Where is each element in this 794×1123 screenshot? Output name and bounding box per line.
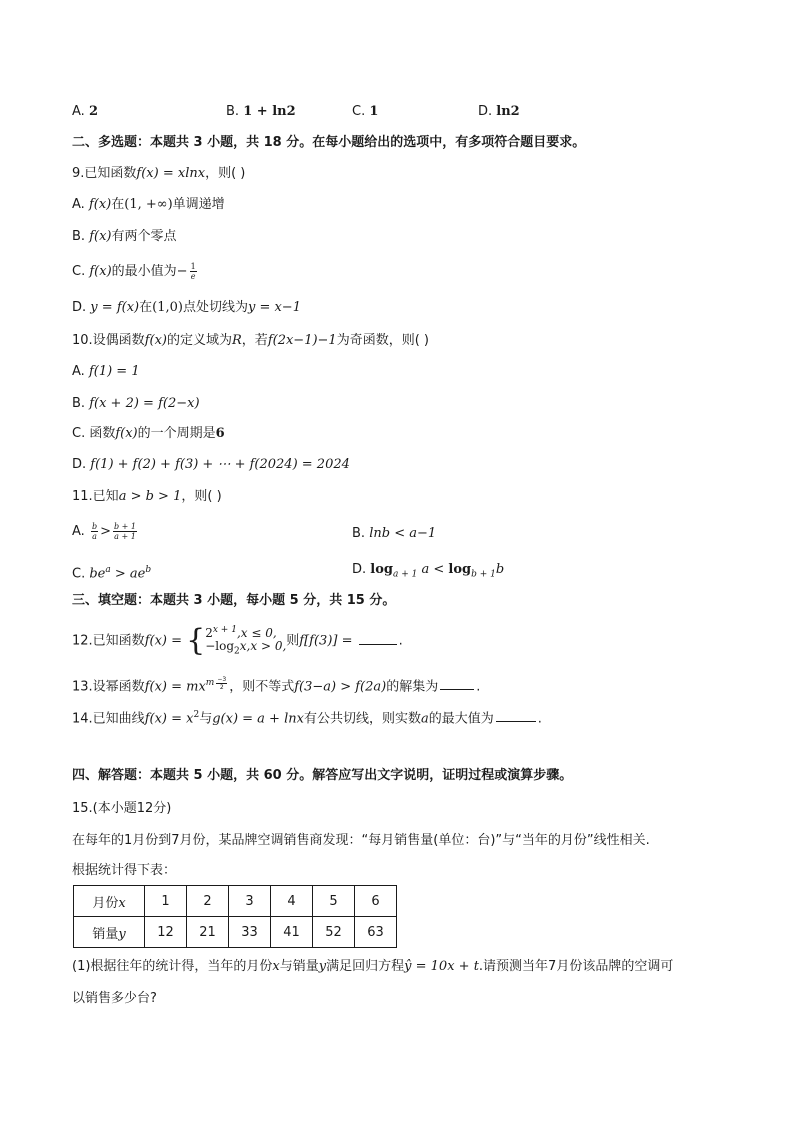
table-row-sales: [74, 917, 397, 948]
q12-stem: 12.已知函数f(x) = { $2^{x + 1},x \le 0$, $-\log_2x,x > 0$, 则f[f(3)] = .: [72, 623, 403, 659]
q15-title: 15.(本小题12分): [72, 801, 172, 816]
answer-blank[interactable]: [359, 632, 397, 645]
section-3-heading: 三、填空题：本题共 3 小题，每小题 5 分，共 15 分。: [72, 593, 396, 608]
table-cell: 4: [271, 886, 313, 917]
piecewise-cases: $2^{x + 1},x \le 0$, $-\log_2x,x > 0$,: [205, 625, 287, 657]
q11-stem: 11.已知a > b > 1，则( ): [72, 489, 222, 504]
table-cell: 33: [229, 917, 271, 948]
table-header-month: 月份x: [74, 886, 145, 917]
table-row-months: [74, 886, 397, 917]
sales-table: [73, 885, 397, 948]
table-header-sales: 销量y: [74, 917, 145, 948]
table-cell: 3: [229, 886, 271, 917]
q15-part-1-line-2: 以销售多少台?: [72, 991, 157, 1006]
q11-option-c: C. $be^a > ae^b$: [72, 565, 152, 582]
q8-option-c: C. 1: [352, 104, 379, 119]
q9-option-d: D. y = f(x)在(1,0)点处切线为y = x−1: [72, 300, 301, 315]
q11-option-d: D. $\log_{a + 1} a < \log_{b + 1}b$: [352, 562, 505, 580]
q10-stem: 10.设偶函数f(x)的定义域为R，若f(2x−1)−1为奇函数，则( ): [72, 333, 429, 348]
left-brace-icon: {: [186, 623, 206, 659]
q14-stem: 14.已知曲线$f(x) = x^2$与g(x) = a + lnx有公共切线，则实数a的最大值为 .: [72, 710, 542, 727]
q11-option-b: B. lnb < a−1: [352, 526, 437, 541]
table-cell: 63: [355, 917, 397, 948]
q15-intro-line-2: 根据统计得下表：: [72, 863, 177, 878]
q10-option-c: C. 函数f(x)的一个周期是6: [72, 426, 225, 441]
q8-option-d: D. ln2: [478, 104, 520, 119]
answer-blank[interactable]: [440, 677, 474, 690]
section-4-heading: 四、解答题：本题共 5 小题，共 60 分。解答应写出文字说明，证明过程或演算步骤。: [72, 768, 573, 783]
fraction-b1-over-a1: $\frac{b + 1}{a + 1}$: [113, 522, 136, 541]
table-cell: 52: [313, 917, 355, 948]
q9-option-a: A. f(x)在(1, +∞)单调递增: [72, 197, 225, 212]
q9-option-c: C. f(x)的最小值为− $\frac{1}{e}$: [72, 262, 196, 281]
table-cell: 6: [355, 886, 397, 917]
table-cell: 41: [271, 917, 313, 948]
table-cell: 12: [145, 917, 187, 948]
table-cell: 2: [187, 886, 229, 917]
q8-option-a: A. 2: [72, 104, 98, 119]
q13-stem: 13.设幂函数$f(x) = mx^{m \frac{-3}{2}}$ ，则不等式f(3−a) > f(2a)的解集为 .: [72, 676, 481, 695]
table-cell: 5: [313, 886, 355, 917]
q9-stem: 9.已知函数f(x) = xlnx，则( ): [72, 166, 246, 181]
table-cell: 21: [187, 917, 229, 948]
q10-option-a: A. f(1) = 1: [72, 364, 140, 379]
answer-blank[interactable]: [496, 709, 536, 722]
exponent-fraction: $\frac{-3}{2}$: [217, 676, 227, 691]
q8-option-b: B. 1 + ln2: [226, 104, 296, 119]
q15-intro-line-1: 在每年的1月份到7月份，某品牌空调销售商发现：“每月销售量(单位：台)”与“当年的月份”线性相关.: [72, 833, 650, 848]
q9-option-b: B. f(x)有两个零点: [72, 229, 177, 244]
section-2-heading: 二、多选题：本题共 3 小题，共 18 分。在每小题给出的选项中，有多项符合题目要求。: [72, 135, 586, 150]
fraction-b-over-a: $\frac{b}{a}$: [91, 522, 98, 541]
q11-option-a: A. $\frac{b}{a}$ > $\frac{b + 1}{a + 1}$: [72, 522, 136, 541]
table-cell: 1: [145, 886, 187, 917]
fraction-one-over-e: $\frac{1}{e}$: [190, 262, 196, 281]
q10-option-d: D. f(1) + f(2) + f(3) + ⋯ + f(2024) = 2024: [72, 457, 350, 472]
q10-option-b: B. f(x + 2) = f(2−x): [72, 396, 200, 411]
q15-part-1: (1)根据往年的统计得，当年的月份x与销量y满足回归方程ŷ = 10x + t.请预测当年7月份该品牌的空调可: [72, 959, 674, 974]
